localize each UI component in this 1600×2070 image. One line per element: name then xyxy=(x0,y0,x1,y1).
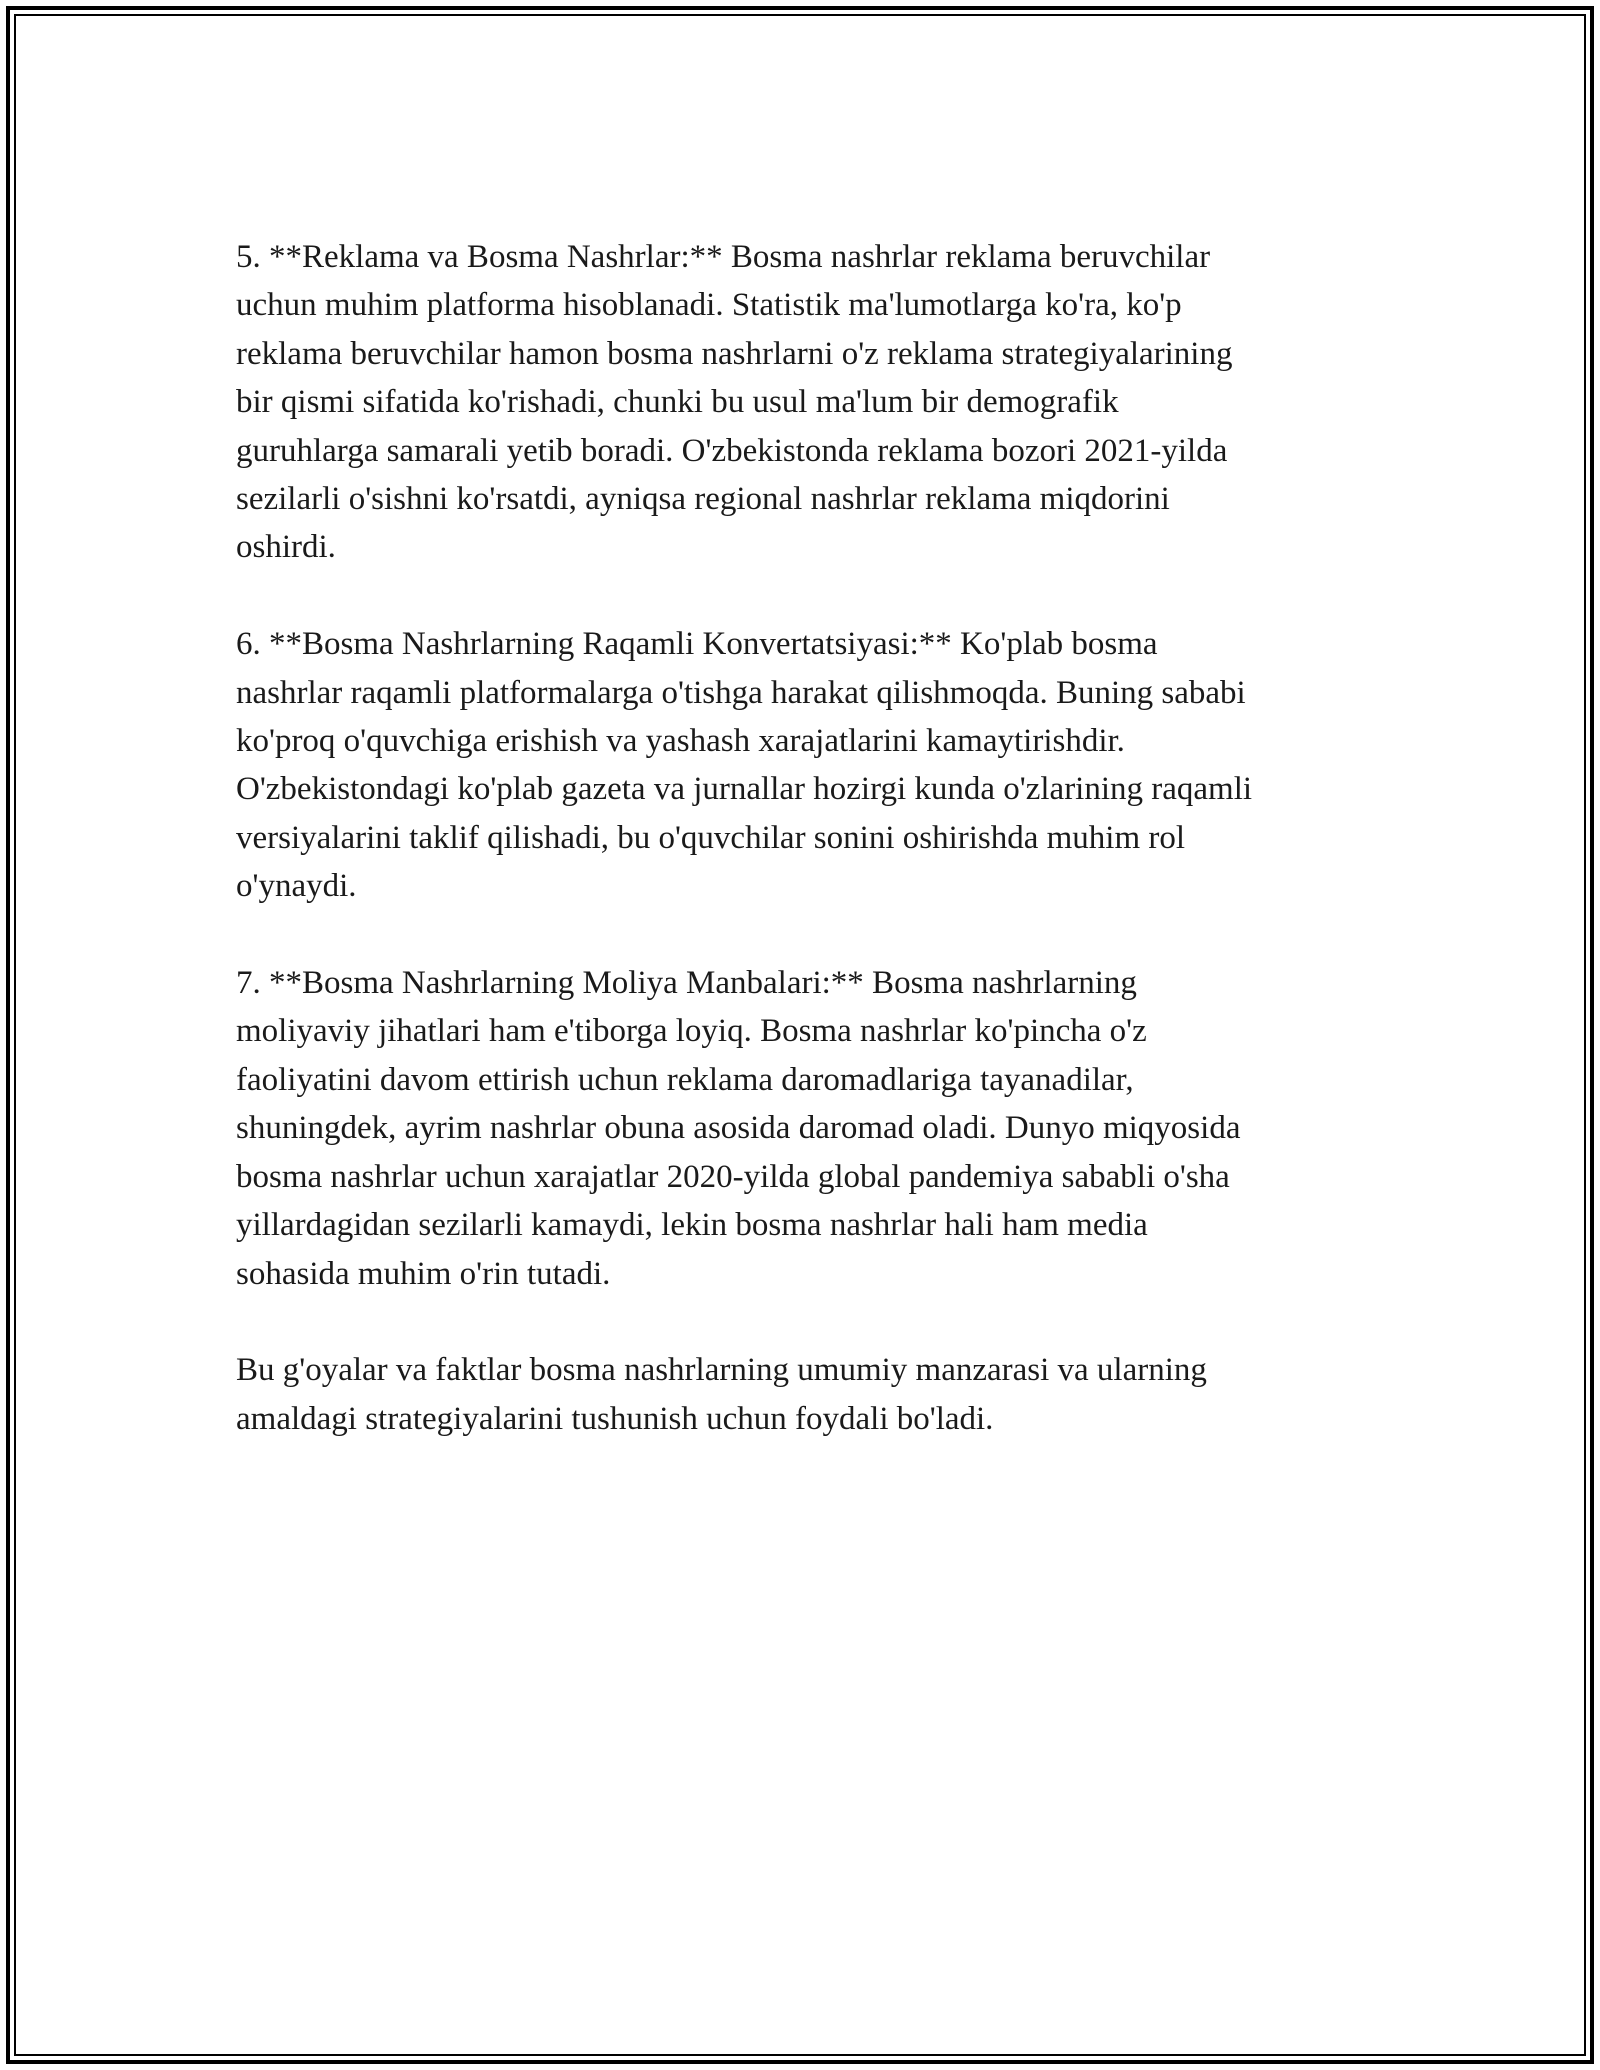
paragraph-digital-conversion: 6. **Bosma Nashrlarning Raqamli Konvertatsiyasi:** Ko'plab bosma nashrlar raqamli platformalarga o'tishga harakat qilishmoqda. Buning sababi ko'proq o'quvchiga erishish va yashash xarajatlarini kamaytirishdir. O'zbekistondagi ko'plab gazeta va jurnallar hozirgi kunda o'zlarining raqamli versiyalarini taklif qilishadi, bu o'quvchilar sonini oshirishda muhim rol o'ynaydi. xyxy=(236,626,1253,905)
document-body xyxy=(236,233,1376,1443)
paragraph-funding-sources: 7. **Bosma Nashrlarning Moliya Manbalari:** Bosma nashrlarning moliyaviy jihatlari ham e'tiborga loyiq. Bosma nashrlar ko'pincha o'z faoliyatini davom ettirish uchun reklama daromadlariga tayanadilar, shuningdek, ayrim nashrlar obuna asosida daromad oladi. Dunyo miqyosida bosma nashrlar uchun xarajatlar 2020-yilda global pandemiya sababli o'sha yillardagidan sezilarli kamaydi, lekin bosma nashrlar hali ham media sohasida muhim o'rin tutadi. xyxy=(236,965,1241,1292)
paragraph-advertising-print: 5. **Reklama va Bosma Nashrlar:** Bosma nashrlar reklama beruvchilar uchun muhim platforma hisoblanadi. Statistik ma'lumotlarga ko'ra, ko'p reklama beruvchilar hamon bosma nashrlarni o'z reklama strategiyalarining bir qismi sifatida ko'rishadi, chunki bu usul ma'lum bir demografik guruhlarga samarali yetib boradi. O'zbekistonda reklama bozori 2021-yilda sezilarli o'sishni ko'rsatdi, ayniqsa regional nashrlar reklama miqdorini oshirdi. xyxy=(236,239,1233,566)
paragraph-conclusion: Bu g'oyalar va faktlar bosma nashrlarning umumiy manzarasi va ularning amaldagi strategiyalarini tushunish uchun foydali bo'ladi. xyxy=(236,1352,1207,1437)
